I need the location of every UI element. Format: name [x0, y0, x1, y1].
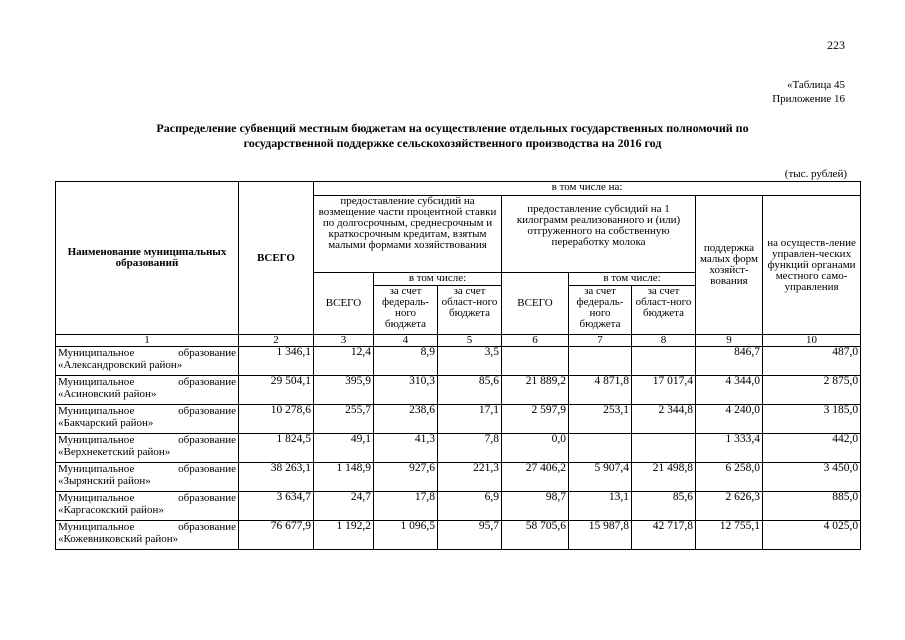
cell-small-forms: 1 333,4: [696, 434, 763, 463]
table-row: [56, 521, 861, 550]
cell-milk-federal: 4 871,8: [569, 376, 632, 405]
cell-interest-regional: 17,1: [438, 405, 502, 434]
cell-self-government: 885,0: [763, 492, 861, 521]
cell-interest-regional: 221,3: [438, 463, 502, 492]
subvention-table: [55, 181, 861, 550]
cell-interest-federal: 927,6: [374, 463, 438, 492]
cell-interest-federal: 17,8: [374, 492, 438, 521]
cell-self-government: 3 185,0: [763, 405, 861, 434]
cell-milk-regional: 17 017,4: [632, 376, 696, 405]
cell-interest-federal: 8,9: [374, 347, 438, 376]
header-interest-federal: за счет федераль-ного бюджета: [374, 286, 438, 335]
cell-milk-total: 21 889,2: [502, 376, 569, 405]
cell-small-forms: 4 240,0: [696, 405, 763, 434]
cell-milk-total: 2 597,9: [502, 405, 569, 434]
cell-milk-total: [502, 347, 569, 376]
cell-total: 38 263,1: [239, 463, 314, 492]
cell-interest-regional: 85,6: [438, 376, 502, 405]
header-including: в том числе на:: [314, 182, 861, 196]
cell-interest-total: 12,4: [314, 347, 374, 376]
header-milk-including: в том числе:: [569, 273, 696, 286]
cell-interest-federal: 1 096,5: [374, 521, 438, 550]
cell-self-government: 4 025,0: [763, 521, 861, 550]
cell-total: 1 346,1: [239, 347, 314, 376]
column-number: 5: [438, 335, 502, 347]
header-self-government: на осуществ-ление управлен-ческих функций органами местного само-управления: [763, 196, 861, 335]
cell-milk-regional: [632, 347, 696, 376]
cell-interest-total: 1 148,9: [314, 463, 374, 492]
cell-small-forms: 4 344,0: [696, 376, 763, 405]
cell-total: 10 278,6: [239, 405, 314, 434]
table-row: [56, 492, 861, 521]
column-number: 9: [696, 335, 763, 347]
cell-self-government: 2 875,0: [763, 376, 861, 405]
cell-milk-total: 98,7: [502, 492, 569, 521]
column-number: 3: [314, 335, 374, 347]
cell-milk-total: 58 705,6: [502, 521, 569, 550]
column-number: 4: [374, 335, 438, 347]
cell-interest-regional: 7,8: [438, 434, 502, 463]
municipality-name: Муниципальное образование «Бакчарский район»: [56, 405, 239, 434]
header-milk-regional: за счет област-ного бюджета: [632, 286, 696, 335]
table-row: [56, 376, 861, 405]
cell-interest-total: 255,7: [314, 405, 374, 434]
header-milk-total: ВСЕГО: [502, 273, 569, 335]
header-interest-subsidy: предоставление субсидий на возмещение части процентной ставки по долгосрочным, среднесрочным и краткосрочным кредитам, взятым малыми формами хозяйствования: [314, 196, 502, 273]
cell-interest-total: 24,7: [314, 492, 374, 521]
cell-milk-federal: 253,1: [569, 405, 632, 434]
column-number: 10: [763, 335, 861, 347]
cell-interest-regional: 95,7: [438, 521, 502, 550]
cell-small-forms: 846,7: [696, 347, 763, 376]
header-interest-total: ВСЕГО: [314, 273, 374, 335]
units-label: (тыс. рублей): [784, 168, 847, 180]
appendix-label: Приложение 16: [772, 93, 845, 105]
column-number: 1: [56, 335, 239, 347]
cell-milk-regional: 85,6: [632, 492, 696, 521]
cell-milk-regional: [632, 434, 696, 463]
cell-total: 3 634,7: [239, 492, 314, 521]
cell-milk-regional: 21 498,8: [632, 463, 696, 492]
municipality-name: Муниципальное образование «Александровский район»: [56, 347, 239, 376]
cell-interest-total: 395,9: [314, 376, 374, 405]
column-numbers-row: [56, 335, 861, 347]
cell-interest-federal: 310,3: [374, 376, 438, 405]
municipality-name: Муниципальное образование «Верхнекетский район»: [56, 434, 239, 463]
cell-milk-total: 0,0: [502, 434, 569, 463]
cell-total: 1 824,5: [239, 434, 314, 463]
cell-milk-federal: [569, 434, 632, 463]
municipality-name: Муниципальное образование «Каргасокский район»: [56, 492, 239, 521]
municipality-name: Муниципальное образование «Зырянский район»: [56, 463, 239, 492]
header-milk-subsidy: предоставление субсидий на 1 килограмм реализованного и (или) отгруженного на собственную переработку молока: [502, 196, 696, 273]
header-row-1: [56, 182, 861, 196]
title-line-1: Распределение субвенций местным бюджетам на осуществление отдельных государственных полномочий по: [156, 121, 749, 135]
table-row: [56, 405, 861, 434]
cell-milk-total: 27 406,2: [502, 463, 569, 492]
page-number: 223: [827, 38, 845, 52]
header-interest-regional: за счет област-ного бюджета: [438, 286, 502, 335]
cell-milk-federal: 15 987,8: [569, 521, 632, 550]
appendix-reference: [772, 78, 845, 106]
cell-interest-total: 49,1: [314, 434, 374, 463]
cell-interest-federal: 41,3: [374, 434, 438, 463]
header-milk-federal: за счет федераль-ного бюджета: [569, 286, 632, 335]
municipality-name: Муниципальное образование «Асиновский район»: [56, 376, 239, 405]
cell-interest-total: 1 192,2: [314, 521, 374, 550]
cell-interest-federal: 238,6: [374, 405, 438, 434]
cell-total: 29 504,1: [239, 376, 314, 405]
table-row: [56, 434, 861, 463]
cell-interest-regional: 6,9: [438, 492, 502, 521]
cell-small-forms: 12 755,1: [696, 521, 763, 550]
column-number: 7: [569, 335, 632, 347]
table-row: [56, 463, 861, 492]
cell-milk-federal: [569, 347, 632, 376]
cell-small-forms: 6 258,0: [696, 463, 763, 492]
cell-self-government: 487,0: [763, 347, 861, 376]
cell-self-government: 3 450,0: [763, 463, 861, 492]
document-title: [60, 121, 845, 151]
cell-milk-federal: 5 907,4: [569, 463, 632, 492]
cell-interest-regional: 3,5: [438, 347, 502, 376]
table-reference: «Таблица 45: [786, 79, 845, 91]
header-small-forms: поддержка малых форм хозяйст-вования: [696, 196, 763, 335]
title-line-2: государственной поддержке сельскохозяйственного производства на 2016 год: [243, 136, 662, 150]
header-municipality: Наименование муниципальных образований: [56, 182, 239, 335]
cell-milk-regional: 42 717,8: [632, 521, 696, 550]
cell-self-government: 442,0: [763, 434, 861, 463]
column-number: 8: [632, 335, 696, 347]
cell-milk-regional: 2 344,8: [632, 405, 696, 434]
cell-total: 76 677,9: [239, 521, 314, 550]
municipality-name: Муниципальное образование «Кожевниковский район»: [56, 521, 239, 550]
table-row: [56, 347, 861, 376]
header-total: ВСЕГО: [239, 182, 314, 335]
cell-small-forms: 2 626,3: [696, 492, 763, 521]
column-number: 2: [239, 335, 314, 347]
header-interest-including: в том числе:: [374, 273, 502, 286]
column-number: 6: [502, 335, 569, 347]
cell-milk-federal: 13,1: [569, 492, 632, 521]
